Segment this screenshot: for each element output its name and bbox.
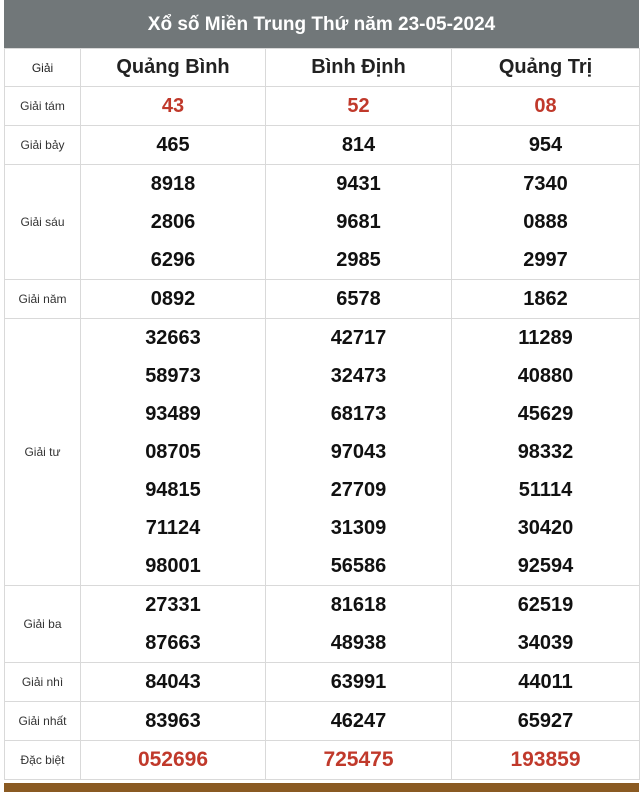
province-header-quang-tri[interactable]: Quảng Trị xyxy=(452,49,640,87)
prize-number: 42717 xyxy=(330,327,387,349)
prize-number: 6578 xyxy=(336,288,381,310)
prize-number: 71124 xyxy=(145,517,201,539)
prize-number: 08 xyxy=(534,95,557,117)
prize-cell xyxy=(266,741,452,780)
prize-cell xyxy=(266,702,452,741)
results-title: Xổ số Miền Trung Thứ năm 23-05-2024 xyxy=(4,0,639,48)
prize-cell xyxy=(452,741,640,780)
prize-number: 2806 xyxy=(150,211,196,233)
prize-number: 84043 xyxy=(145,671,201,693)
prize-cell xyxy=(452,280,640,319)
prize-number: 62519 xyxy=(517,594,574,616)
prize-number: 98332 xyxy=(517,441,574,463)
prize-cell xyxy=(81,165,266,280)
prize-number: 954 xyxy=(528,134,563,156)
prize-number: 48938 xyxy=(330,632,387,654)
prize-number: 45629 xyxy=(517,403,574,425)
prize-cell xyxy=(81,741,266,780)
prize-number: 32473 xyxy=(330,365,387,387)
prize-label: Giải tám xyxy=(5,87,81,126)
prize-cell xyxy=(81,126,266,165)
prize-label: Giải nhất xyxy=(5,702,81,741)
prize-cell xyxy=(266,586,452,663)
prize-number: 2985 xyxy=(336,249,381,271)
prize-number: 56586 xyxy=(330,555,387,577)
prize-number: 9681 xyxy=(336,211,381,233)
prize-cell xyxy=(81,663,266,702)
prize-number: 814 xyxy=(341,134,376,156)
prize-number: 98001 xyxy=(145,555,201,577)
prize-number: 65927 xyxy=(517,710,574,732)
prize-number: 44011 xyxy=(518,671,573,693)
prize-label: Giải năm xyxy=(5,280,81,319)
prize-cell xyxy=(452,165,640,280)
prize-cell xyxy=(452,663,640,702)
table-row xyxy=(5,165,640,280)
lottery-results-panel xyxy=(4,0,639,792)
prize-number: 9431 xyxy=(336,173,381,195)
prize-number: 52 xyxy=(347,95,370,117)
prize-number: 052696 xyxy=(137,748,209,771)
prize-cell xyxy=(452,319,640,586)
province-header-binh-dinh[interactable]: Bình Định xyxy=(266,49,452,87)
prize-number: 87663 xyxy=(145,632,201,654)
prize-number: 27709 xyxy=(330,479,387,501)
prize-number: 34039 xyxy=(517,632,574,654)
prize-number: 93489 xyxy=(145,403,201,425)
prize-cell xyxy=(81,87,266,126)
prize-number: 31309 xyxy=(330,517,387,539)
table-row xyxy=(5,280,640,319)
prize-number: 2997 xyxy=(523,249,568,271)
prize-number: 63991 xyxy=(330,671,387,693)
prize-number: 11289 xyxy=(518,327,573,349)
prize-label: Giải tư xyxy=(5,319,81,586)
prize-cell xyxy=(452,126,640,165)
prize-cell xyxy=(81,280,266,319)
prize-number: 32663 xyxy=(145,327,201,349)
table-row xyxy=(5,741,640,780)
prize-cell xyxy=(266,126,452,165)
prize-cell xyxy=(266,319,452,586)
prize-cell xyxy=(81,702,266,741)
prize-number: 08705 xyxy=(145,441,201,463)
prize-number: 193859 xyxy=(510,748,581,771)
prize-label: Giải ba xyxy=(5,586,81,663)
prize-cell xyxy=(266,165,452,280)
prize-number: 0888 xyxy=(523,211,568,233)
prize-number: 51114 xyxy=(518,479,573,501)
prize-number: 7340 xyxy=(523,173,568,195)
prize-number: 27331 xyxy=(145,594,201,616)
prize-number: 97043 xyxy=(330,441,387,463)
prize-number: 43 xyxy=(161,95,185,117)
results-table xyxy=(4,48,640,780)
prize-label: Giải sáu xyxy=(5,165,81,280)
prize-number: 68173 xyxy=(330,403,387,425)
table-row xyxy=(5,663,640,702)
prize-number: 30420 xyxy=(517,517,574,539)
prize-number: 6296 xyxy=(150,249,196,271)
prize-cell xyxy=(266,280,452,319)
prize-number: 725475 xyxy=(323,748,394,771)
prize-number: 1862 xyxy=(523,288,568,310)
prize-number: 0892 xyxy=(150,288,196,310)
prize-label: Giải bảy xyxy=(5,126,81,165)
table-row xyxy=(5,126,640,165)
prize-number: 81618 xyxy=(330,594,387,616)
table-header-row xyxy=(5,49,640,87)
prize-number: 58973 xyxy=(145,365,201,387)
prize-number: 83963 xyxy=(145,710,201,732)
table-row xyxy=(5,87,640,126)
prize-cell xyxy=(266,663,452,702)
prize-number: 465 xyxy=(156,134,190,156)
table-row xyxy=(5,586,640,663)
prize-cell xyxy=(452,87,640,126)
prize-cell xyxy=(81,319,266,586)
prize-number: 40880 xyxy=(517,365,574,387)
prize-column-header: Giải xyxy=(5,49,81,87)
province-header-quang-binh[interactable]: Quảng Bình xyxy=(81,49,266,87)
footer-bar xyxy=(4,783,639,792)
prize-number: 8918 xyxy=(150,173,196,195)
table-row xyxy=(5,319,640,586)
prize-cell xyxy=(452,586,640,663)
table-row xyxy=(5,702,640,741)
prize-label: Giải nhì xyxy=(5,663,81,702)
prize-number: 94815 xyxy=(145,479,201,501)
prize-number: 46247 xyxy=(330,710,387,732)
prize-number: 92594 xyxy=(517,555,574,577)
prize-cell xyxy=(452,702,640,741)
prize-label: Đặc biệt xyxy=(5,741,81,780)
prize-cell xyxy=(266,87,452,126)
prize-cell xyxy=(81,586,266,663)
